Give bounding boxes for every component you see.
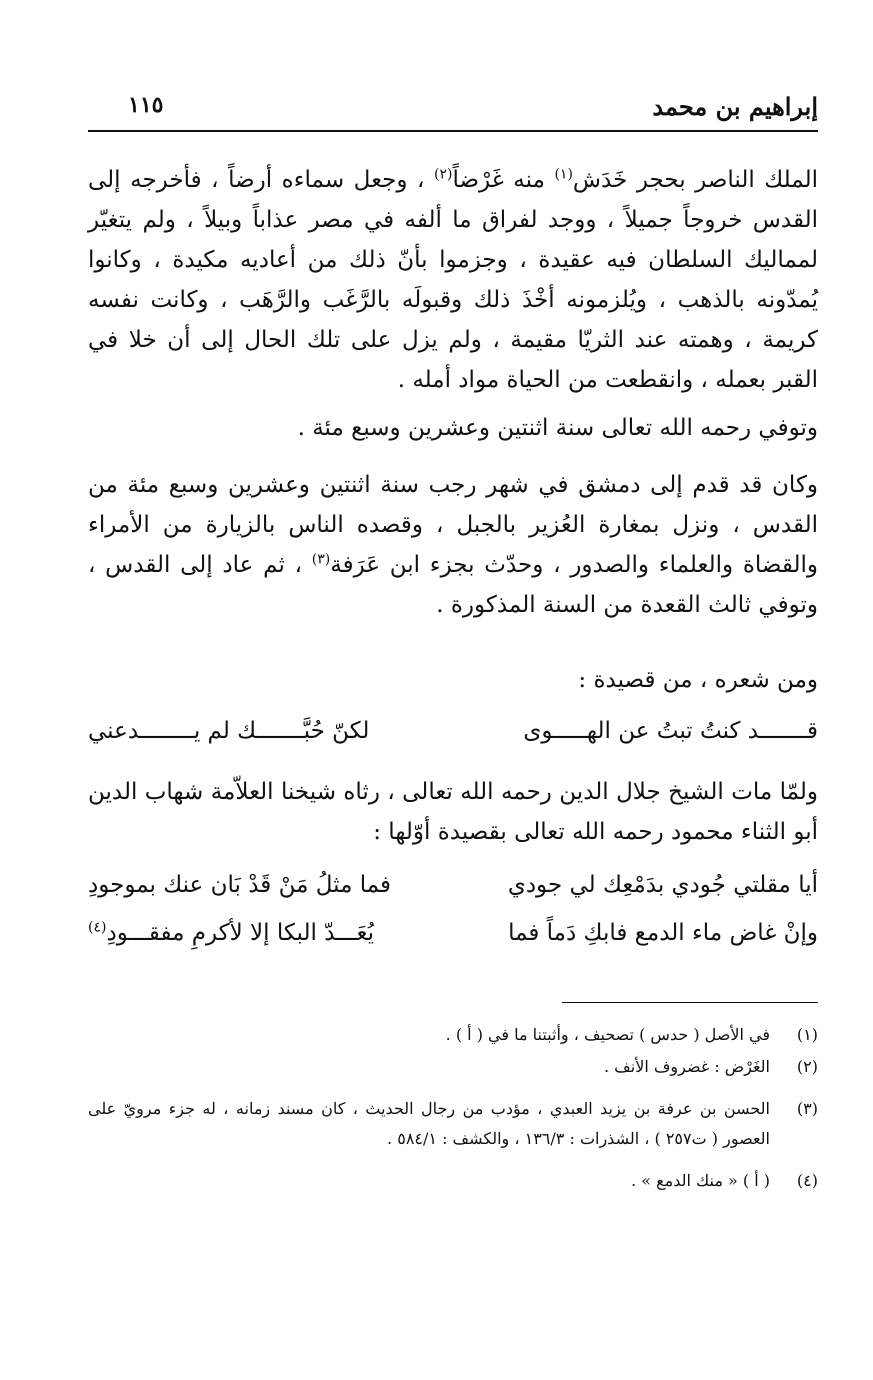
footnote-separator bbox=[562, 1002, 818, 1003]
verse-line-1 bbox=[88, 718, 818, 762]
footnote-3 bbox=[88, 1094, 818, 1154]
verse-1-first-hemistich: قـــــــد كنتُ تبتُ عن الهـــــوى bbox=[523, 718, 818, 744]
paragraph-1 bbox=[88, 160, 818, 400]
footnote-ref-3: (٣) bbox=[311, 551, 331, 568]
paragraph-4: ومن شعره ، من قصيدة : bbox=[578, 667, 818, 693]
footnote-1-text: في الأصل ( حدس ) تصحيف ، وأثبتنا ما في ( أ ) . bbox=[445, 1025, 770, 1044]
footnote-3-text: الحسن بن عرفة بن يزيد العبدي ، مؤدب من رجال الحديث ، كان مسند زمانه ، له جزء مرويّ على العصور ( ت٢٥٧ ) ، الشذرات : ١٣٦/٣ ، والكشف : ٥٨٤/١ . bbox=[88, 1099, 770, 1148]
paragraph-1-text-a: الملك الناصر بحجر خَدَش bbox=[572, 167, 818, 193]
footnote-1-number: (١) bbox=[796, 1025, 818, 1044]
paragraph-2: وتوفي رحمه الله تعالى سنة اثنتين وعشرين وسبع مئة . bbox=[297, 415, 818, 441]
footnote-2-number: (٢) bbox=[796, 1057, 818, 1076]
paragraph-1-text-c: ، وجعل سماءه أرضاً ، فأخرجه إلى القدس خروجاً جميلاً ، ووجد لفراق ما ألفه في مصر عذاباً وبيلاً ، ولم يتغيّر لمماليك السلطان فيه عقيدة ، وجزموا بأنّ ذلك من أعاديه مكيدة ، وكانوا يُمدّونه بالذهب ، ويُلزمونه أخْذَ ذلك وقبولَه بالرَّغَب والرَّهَب ، وكانت نفسه كريمة ، وهمته عند الثريّا مقيمة ، ولم يزل على تلك الحال إلى أن خلا في القبر بعمله ، وانقطعت من الحياة مواد أمله . bbox=[88, 167, 818, 393]
footnote-ref-4: (٤) bbox=[88, 919, 107, 936]
footnote-ref-2: (٢) bbox=[434, 166, 453, 183]
running-title: إبراهيم بن محمد bbox=[652, 92, 818, 121]
paragraph-3-text-b: ، ثم عاد إلى القدس ، وتوفي ثالث القعدة من السنة المذكورة . bbox=[88, 552, 818, 618]
footnote-4-number: (٤) bbox=[796, 1171, 818, 1190]
paragraph-1-text-b: منه غَرْضاً bbox=[452, 167, 555, 193]
page-header bbox=[88, 92, 818, 132]
verse-3-second-hemistich-text: يُعَـــدّ البكا إلا لأكرمِ مفقـــودِ bbox=[106, 920, 374, 946]
footnote-2-text: الغَرْض : غضروف الأنف . bbox=[604, 1057, 770, 1076]
page-number: ١١٥ bbox=[128, 92, 164, 118]
verse-3-first-hemistich: وإنْ غاض ماء الدمع فابكِ دَماً فما bbox=[508, 920, 818, 946]
verse-line-2 bbox=[88, 872, 818, 916]
paragraph-3-text-a: وكان قد قدم إلى دمشق في شهر رجب سنة اثنتين وعشرين وسبع مئة من القدس ، ونزل بمغارة العُزير بالجبل ، وقصده الناس بالزيارة من الأمراء والقضاة والعلماء والصدور ، وحدّث بجزء ابن عَرَفة bbox=[88, 472, 818, 578]
paragraph-5: ولمّا مات الشيخ جلال الدين رحمه الله تعالى ، رثاه شيخنا العلاّمة شهاب الدين أبو الثناء محمود رحمه الله تعالى بقصيدة أوّلها : bbox=[88, 779, 818, 845]
paragraph-3 bbox=[88, 465, 818, 625]
verse-3-second-hemistich bbox=[88, 920, 438, 946]
footnote-4 bbox=[88, 1166, 818, 1196]
footnote-4-text: ( أ ) « منك الدمع » . bbox=[631, 1171, 770, 1190]
verse-2-first-hemistich: أيا مقلتي جُودي بدَمْعِك لي جودي bbox=[507, 872, 818, 898]
footnote-ref-1: (١) bbox=[554, 166, 573, 183]
footnote-1 bbox=[88, 1020, 818, 1050]
header-rule bbox=[88, 130, 818, 132]
verse-2-second-hemistich: فما مثلُ مَنْ قَدْ بَان عنك بموجودِ bbox=[88, 872, 392, 898]
verse-1-second-hemistich: لكنّ حُبَّـــــــك لم يــــــــدعني bbox=[88, 718, 370, 744]
footnote-3-number: (٣) bbox=[796, 1099, 818, 1118]
footnote-2 bbox=[88, 1052, 818, 1082]
verse-line-3 bbox=[88, 920, 818, 964]
